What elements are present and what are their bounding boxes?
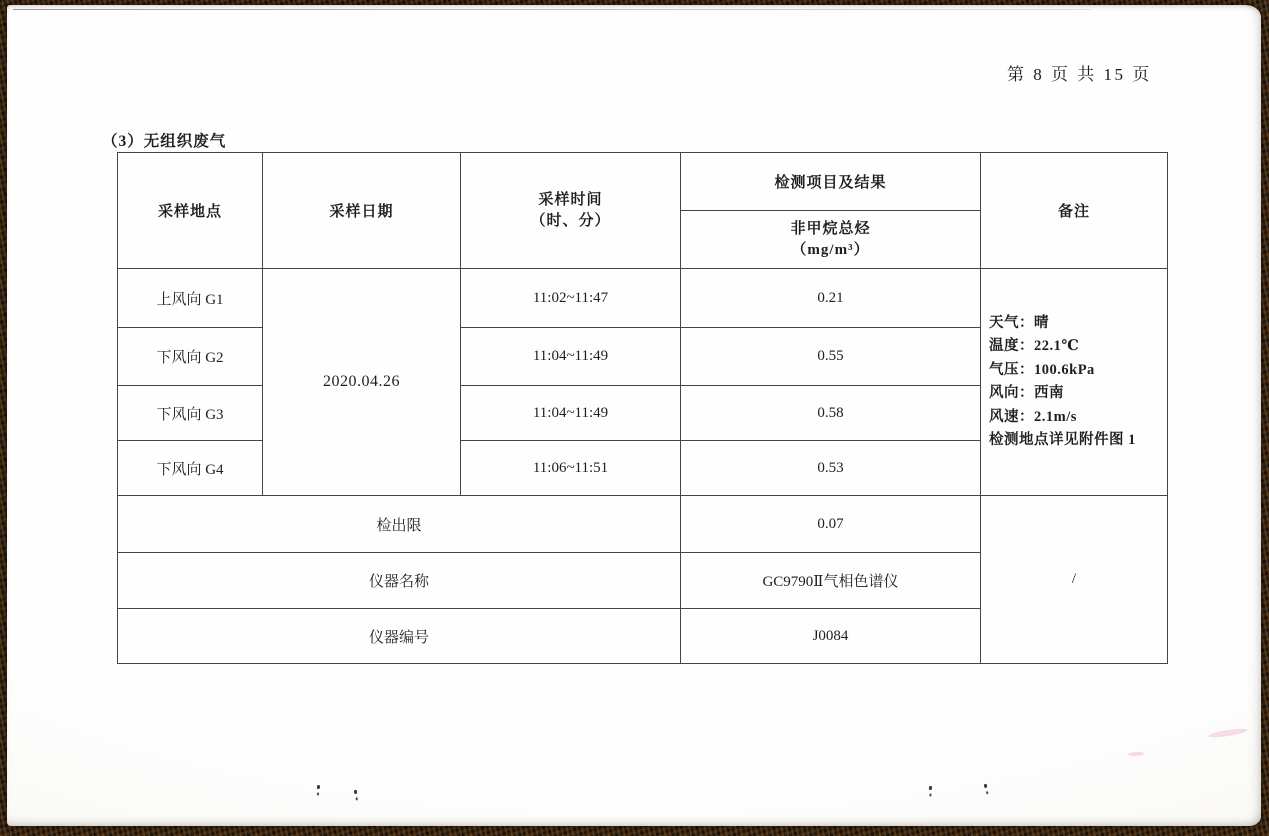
header-remark: 备注 (981, 153, 1168, 269)
scanned-page (7, 5, 1261, 826)
header-sampling-date: 采样日期 (263, 153, 461, 269)
value-cell: 0.58 (681, 386, 981, 441)
location-cell: 上风向 G1 (118, 269, 263, 328)
detection-limit-value: 0.07 (681, 496, 981, 553)
header-parameter (681, 211, 981, 269)
remark-weather: 天气：晴 (989, 314, 1049, 331)
table-header-row-1 (118, 153, 1168, 211)
remark-site-note: 检测地点详见附件图 1 (989, 432, 1136, 448)
page-number: 第 8 页 共 15 页 (1007, 65, 1152, 84)
instrument-number-label: 仪器编号 (118, 609, 681, 664)
footer-remark-cell: / (981, 496, 1168, 664)
header-result-group: 检测项目及结果 (681, 153, 981, 211)
ink-speck (317, 785, 320, 789)
time-cell: 11:04~11:49 (461, 328, 681, 386)
header-sampling-time-line2: （时、分） (530, 212, 611, 229)
table-row (118, 269, 1168, 328)
value-cell: 0.55 (681, 328, 981, 386)
remark-cell (981, 269, 1168, 496)
header-parameter-line2: （mg/m³） (791, 241, 870, 258)
header-sampling-time (461, 153, 681, 269)
detection-limit-label: 检出限 (118, 496, 681, 553)
instrument-number-value: J0084 (681, 609, 981, 664)
remark-wind-direction: 风向：西南 (989, 385, 1064, 401)
location-cell: 下风向 G2 (118, 328, 263, 386)
header-parameter-line1: 非甲烷总烃 (790, 220, 871, 237)
location-cell: 下风向 G3 (118, 386, 263, 441)
header-sampling-location: 采样地点 (118, 153, 263, 269)
instrument-name-value: GC9790Ⅱ气相色谱仪 (681, 553, 981, 609)
remark-temperature: 温度：22.1℃ (989, 338, 1080, 354)
remark-wind-speed: 风速：2.1m/s (989, 408, 1077, 425)
ink-speck (984, 784, 987, 788)
ink-speck (354, 790, 357, 794)
value-cell: 0.21 (681, 269, 981, 328)
time-cell: 11:02~11:47 (461, 269, 681, 328)
section-caption: （3）无组织废气 (102, 133, 227, 150)
monitoring-table (117, 152, 1168, 664)
table-row-detection-limit (118, 496, 1168, 553)
header-sampling-time-line1: 采样时间 (538, 191, 603, 208)
time-cell: 11:06~11:51 (461, 441, 681, 496)
time-cell: 11:04~11:49 (461, 386, 681, 441)
value-cell: 0.53 (681, 441, 981, 496)
instrument-name-label: 仪器名称 (118, 553, 681, 609)
location-cell: 下风向 G4 (118, 441, 263, 496)
remark-pressure: 气压：100.6kPa (989, 361, 1095, 378)
ink-speck (929, 786, 932, 790)
date-cell: 2020.04.26 (263, 269, 461, 496)
